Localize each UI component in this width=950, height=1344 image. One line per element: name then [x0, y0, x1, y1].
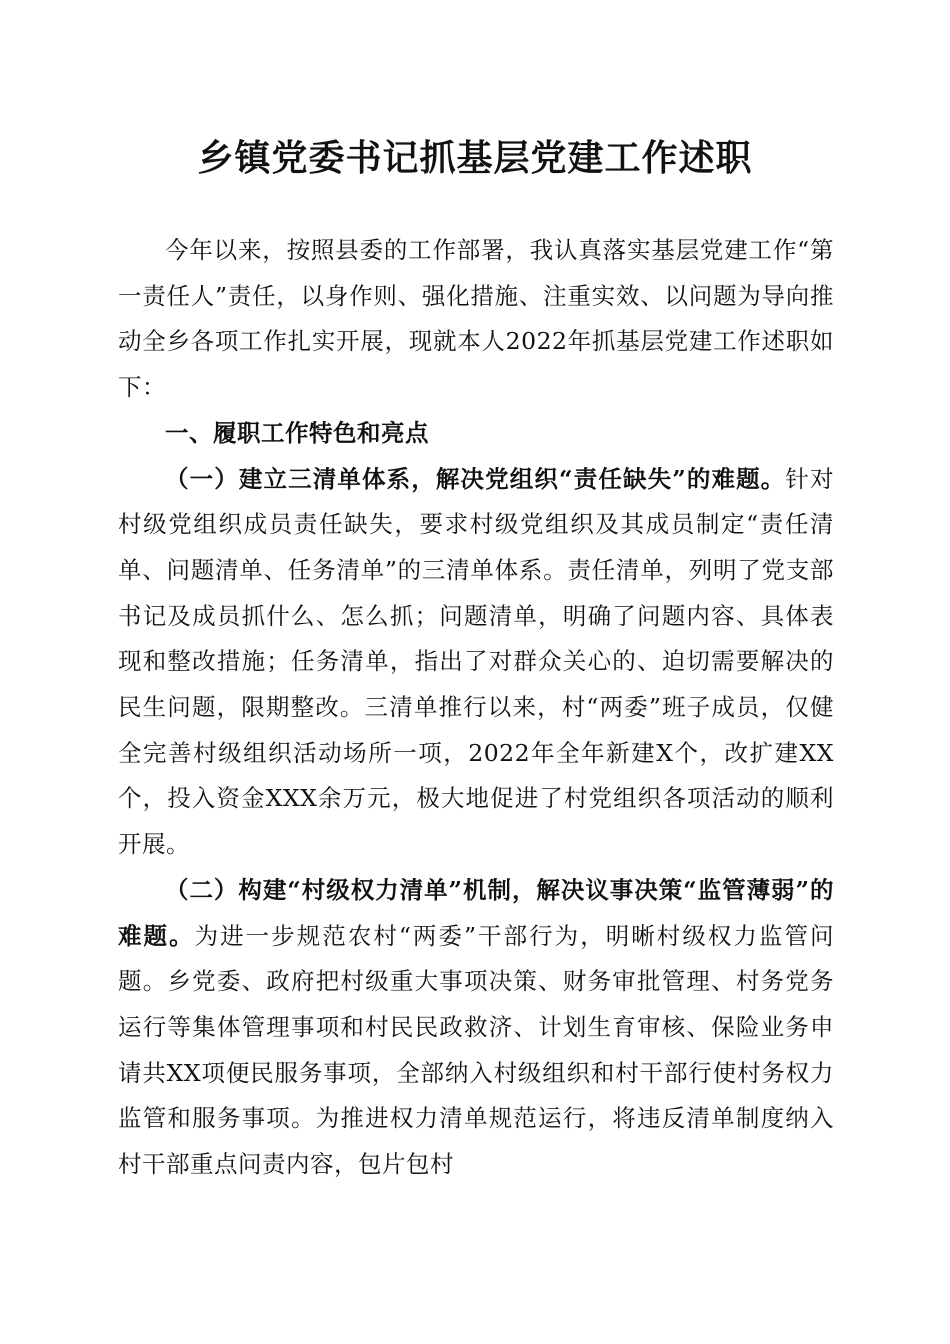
item-1-body: 针对村级党组织成员责任缺失，要求村级党组织及其成员制定“责任清单、问题清单、任务清单”的三清单体系。责任清单，列明了党支部书记及成员抓什么、怎么抓；问题清单，明确了问题内容、具体表现和整改措施；任务清单，指出了对群众关心的、迫切需要解决的民生问题，限期整改。三清单推行以来，村“两委”班子成员，仅健全完善村级组织活动场所一项，2022年全年新建X个，改扩建XX个，投入资金XXX余万元，极大地促进了村党组织各项活动的顺利开展。: [118, 464, 834, 859]
intro-paragraph: 今年以来，按照县委的工作部署，我认真落实基层党建工作“第一责任人”责任，以身作则、强化措施、注重实效、以问题为导向推动全乡各项工作扎实开展，现就本人2022年抓基层党建工作述职如下：: [118, 236, 834, 402]
section-heading-1: 一、履职工作特色和亮点: [165, 418, 429, 447]
item-2-body: 为进一步规范农村“两委”干部行为，明晰村级权力监管问题。乡党委、政府把村级重大事项决策、财务审批管理、村务党务运行等集体管理事项和村民民政救济、计划生育审核、保险业务申请共XX项便民服务事项，全部纳入村级组织和村干部行使村务权力监管和服务事项。为推进权力清单规范运行，将违反清单制度纳入村干部重点问责内容，包片包村: [118, 921, 835, 1179]
item-2-paragraph: [118, 868, 834, 1188]
item-2-heading: （二）构建“村级权力清单”机制，解决议事决策“监管薄弱”的难题。: [118, 875, 834, 950]
document-title: 乡镇党委书记抓基层党建工作述职: [197, 137, 753, 179]
item-1-paragraph: [118, 457, 834, 868]
item-1-heading: （一）建立三清单体系，解决党组织“责任缺失”的难题。: [165, 464, 786, 493]
document-body: [118, 228, 834, 1188]
